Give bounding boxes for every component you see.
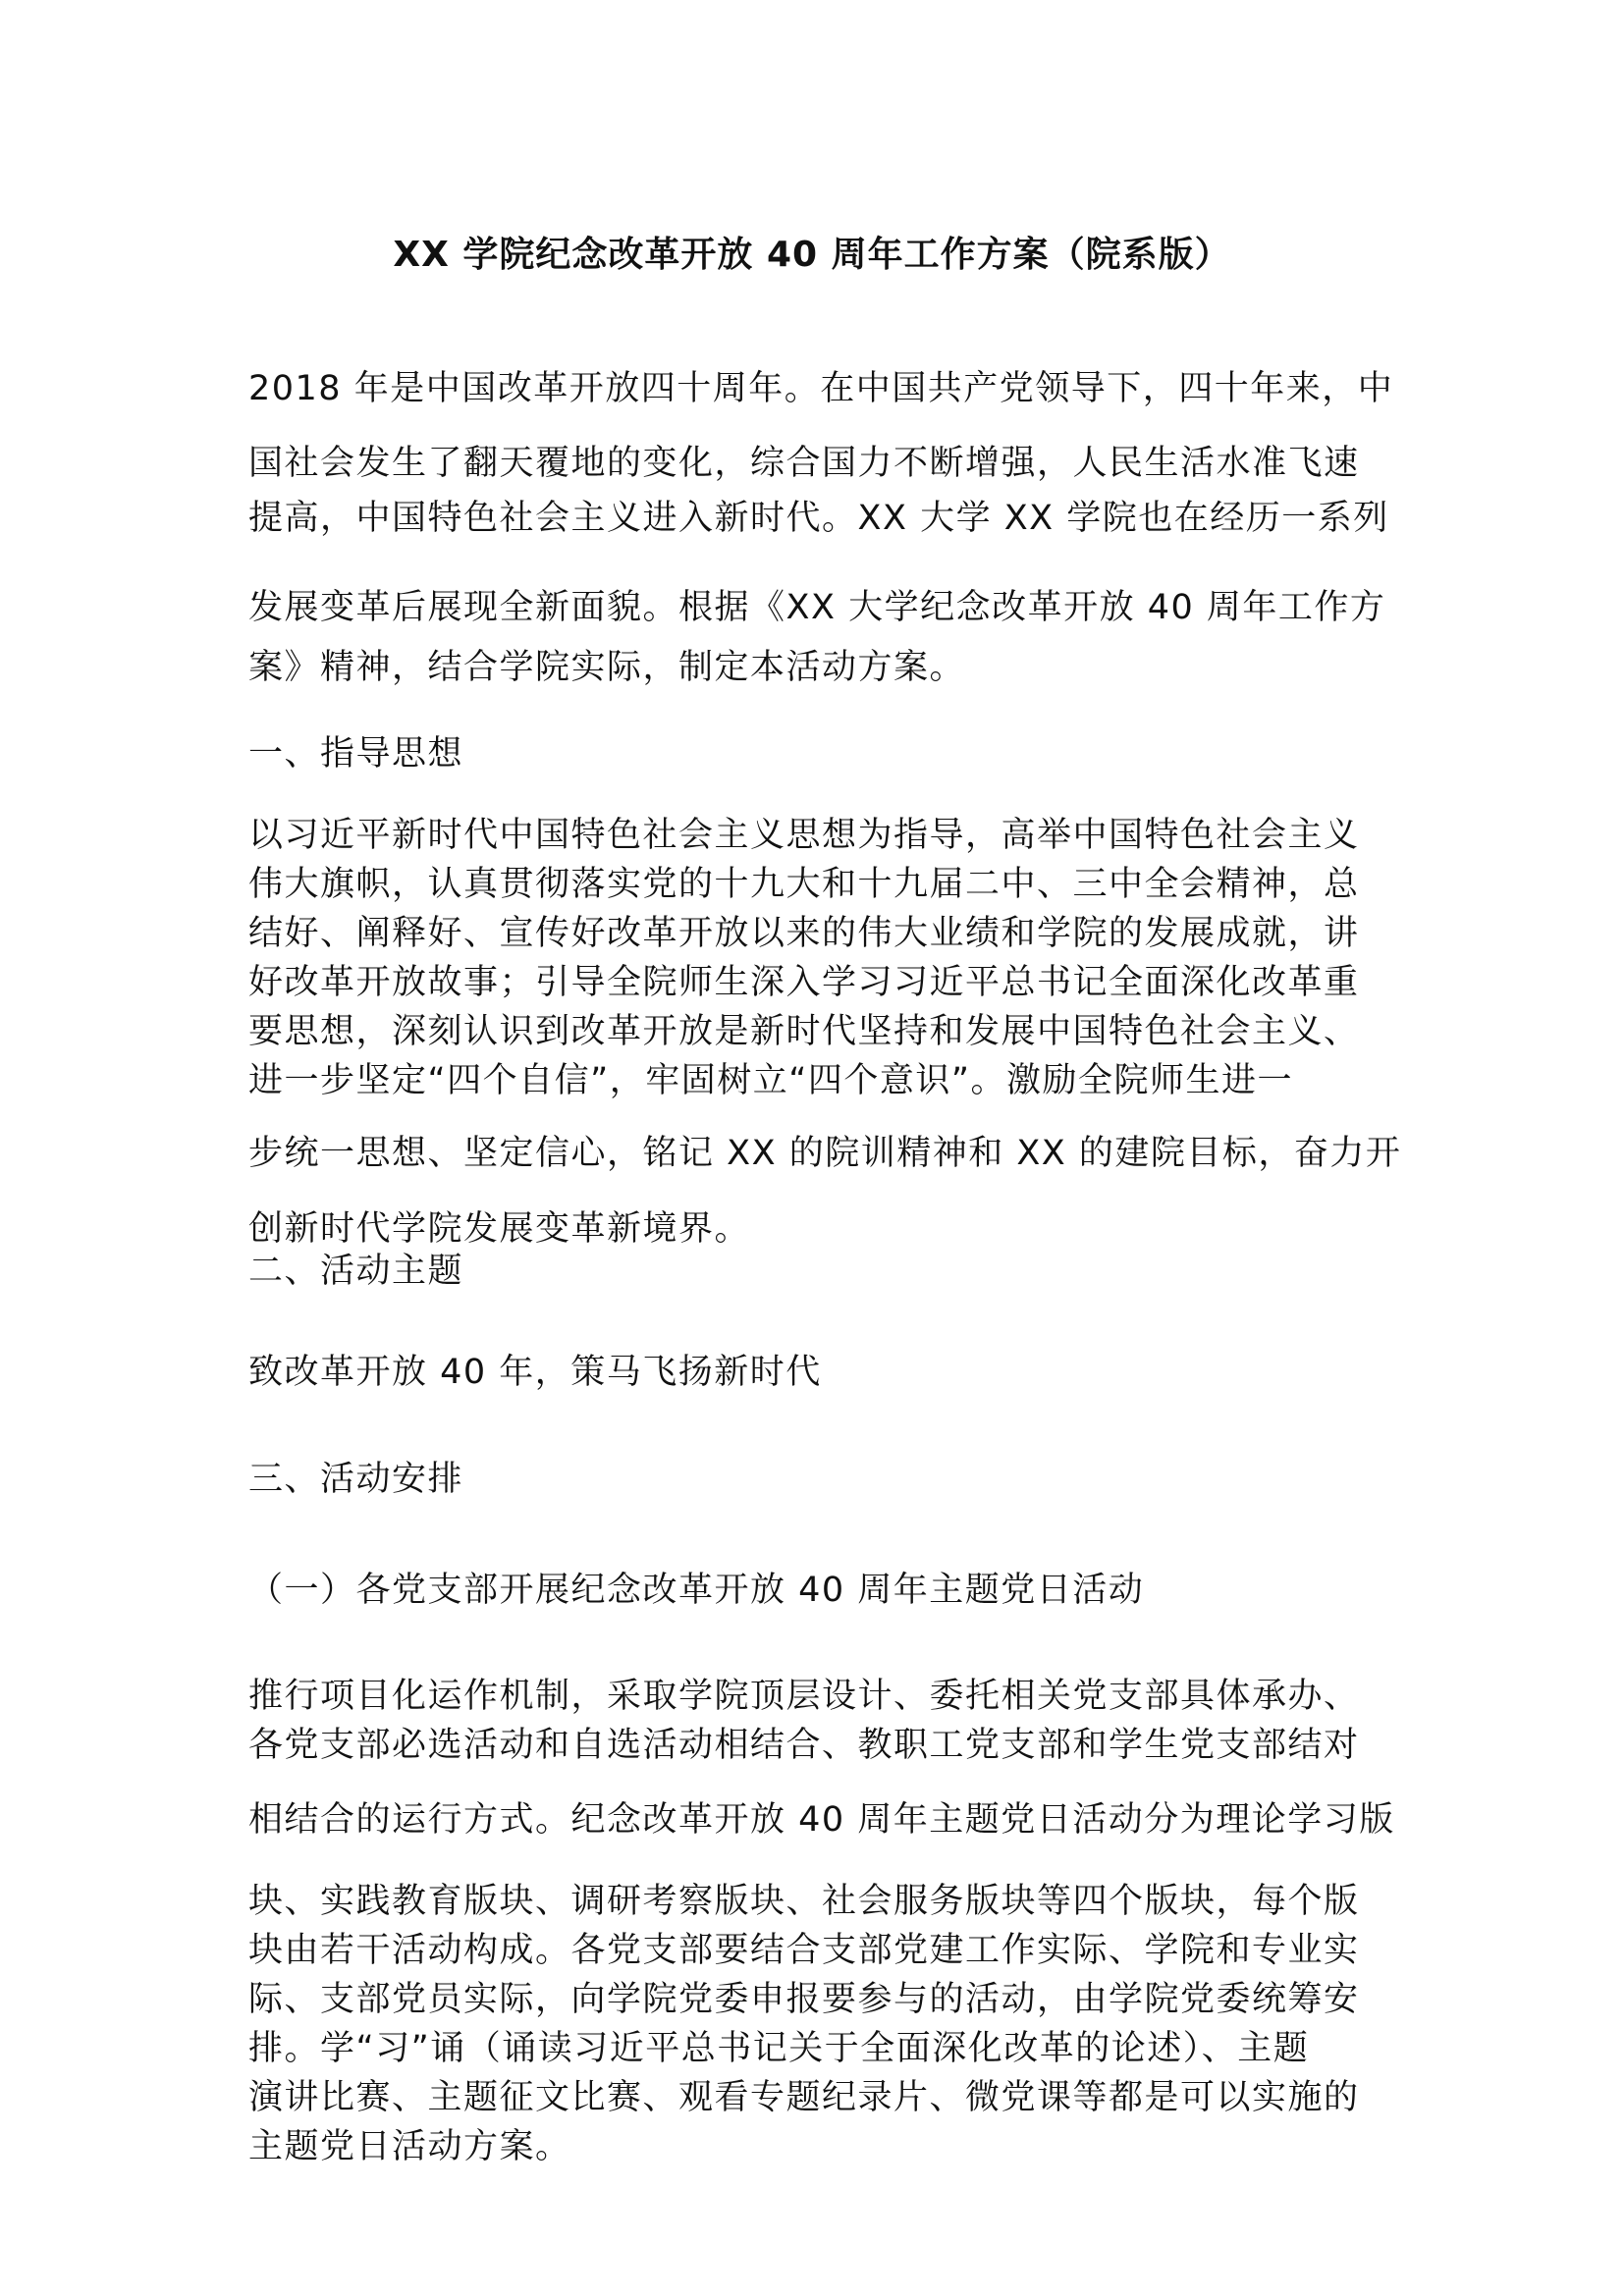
guiding-line-4: 好改革开放故事；引导全院师生深入学习习近平总书记全面深化改革重 (248, 963, 1360, 1002)
theme-text: 致改革开放 40 年，策马飞扬新时代 (248, 1353, 822, 1392)
intro-line-5: 案》精神，结合学院实际，制定本活动方案。 (248, 648, 966, 687)
section-heading-theme: 二、活动主题 (248, 1252, 464, 1291)
arrangement-line-1: 推行项目化运作机制，采取学院顶层设计、委托相关党支部具体承办、 (248, 1677, 1360, 1716)
section-heading-arrangement: 三、活动安排 (248, 1460, 464, 1499)
section-heading-guiding-ideology: 一、指导思想 (248, 734, 464, 774)
guiding-line-5: 要思想，深刻认识到改革开放是新时代坚持和发展中国特色社会主义、 (248, 1012, 1360, 1051)
arrangement-line-7: 排。学“习”诵（诵读习近平总书记关于全面深化改革的论述）、主题 (248, 2029, 1310, 2068)
intro-line-2: 国社会发生了翻天覆地的变化，综合国力不断增强，人民生活水准飞速 (248, 444, 1360, 483)
intro-line-3: 提高，中国特色社会主义进入新时代。XX 大学 XX 学院也在经历一系列 (248, 499, 1389, 538)
arrangement-line-9: 主题党日活动方案。 (248, 2127, 571, 2166)
subsection-heading-party-day: （一）各党支部开展纪念改革开放 40 周年主题党日活动 (248, 1571, 1145, 1610)
guiding-line-2: 伟大旗帜，认真贯彻落实党的十九大和十九届二中、三中全会精神，总 (248, 865, 1360, 904)
guiding-line-8: 创新时代学院发展变革新境界。 (248, 1209, 751, 1249)
arrangement-line-6: 际、支部党员实际，向学院党委申报要参与的活动，由学院党委统筹安 (248, 1980, 1360, 2019)
document-title: XX 学院纪念改革开放 40 周年工作方案（院系版） (393, 235, 1231, 275)
arrangement-line-2: 各党支部必选活动和自选活动相结合、教职工党支部和学生党支部结对 (248, 1726, 1360, 1765)
arrangement-line-5: 块由若干活动构成。各党支部要结合支部党建工作实际、学院和专业实 (248, 1931, 1360, 1970)
guiding-line-6: 进一步坚定“四个自信”，牢固树立“四个意识”。激励全院师生进一 (248, 1061, 1294, 1100)
guiding-line-3: 结好、阐释好、宣传好改革开放以来的伟大业绩和学院的发展成就，讲 (248, 914, 1360, 953)
arrangement-line-4: 块、实践教育版块、调研考察版块、社会服务版块等四个版块，每个版 (248, 1882, 1360, 1921)
arrangement-line-3: 相结合的运行方式。纪念改革开放 40 周年主题党日活动分为理论学习版 (248, 1800, 1395, 1840)
intro-line-4: 发展变革后展现全新面貌。根据《XX 大学纪念改革开放 40 周年工作方 (248, 588, 1386, 627)
intro-line-1: 2018 年是中国改革开放四十周年。在中国共产党领导下，四十年来，中 (248, 369, 1394, 408)
guiding-line-1: 以习近平新时代中国特色社会主义思想为指导，高举中国特色社会主义 (248, 816, 1360, 855)
guiding-line-7: 步统一思想、坚定信心，铭记 XX 的院训精神和 XX 的建院目标，奋力开 (248, 1134, 1402, 1173)
arrangement-line-8: 演讲比赛、主题征文比赛、观看专题纪录片、微党课等都是可以实施的 (248, 2078, 1360, 2117)
